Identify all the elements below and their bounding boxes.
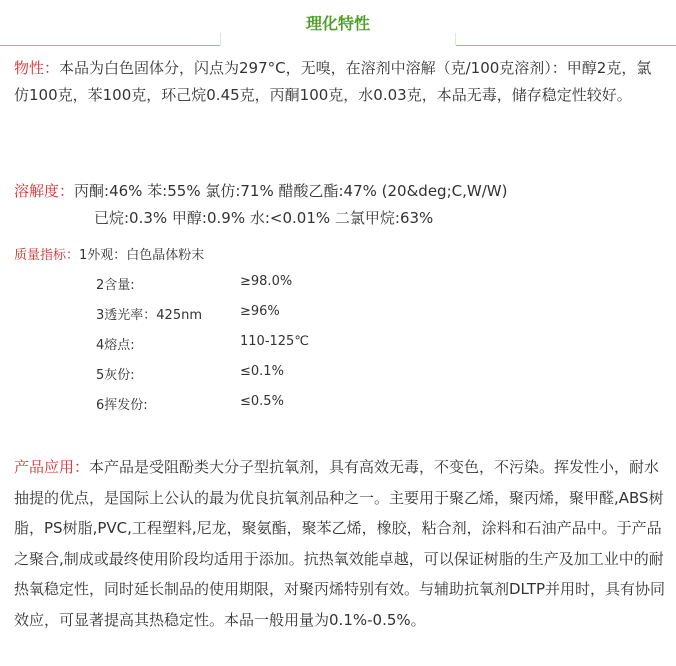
header-title-frame bbox=[220, 33, 456, 45]
quality-item-value: ≤0.5% bbox=[240, 394, 284, 409]
solubility-label: 溶解度： bbox=[14, 182, 75, 200]
header-divider-right bbox=[456, 45, 676, 46]
quality-first-item: 1外观：白色晶体粉末 bbox=[79, 248, 205, 263]
properties-label: 物性： bbox=[14, 59, 60, 77]
quality-item-name: 5灰份: bbox=[96, 368, 135, 383]
solubility-row-2 bbox=[14, 205, 666, 232]
solubility-block bbox=[14, 178, 666, 232]
section-header bbox=[0, 0, 676, 46]
quality-item-name: 4熔点: bbox=[96, 338, 135, 353]
solubility-line-2: 已烷:0.3% 甲醇:0.9% 水:<0.01% 二氯甲烷:63% bbox=[94, 209, 434, 227]
properties-text: 本品为白色固体分，闪点为297°C，无嗅，在溶剂中溶解（克/100克溶剂）：甲醇2克，氯仿100克，苯100克，环己烷0.45克，丙酮100克，水0.03克，本品无毒，储存稳定性较好。 bbox=[14, 59, 652, 104]
quality-item-name: 2含量: bbox=[96, 278, 135, 293]
solubility-row-1 bbox=[14, 178, 666, 205]
section-title: 理化特性 bbox=[305, 14, 370, 33]
quality-label: 质量指标： bbox=[14, 248, 80, 263]
quality-header-row bbox=[14, 244, 204, 263]
application-paragraph bbox=[14, 452, 666, 635]
header-divider-left bbox=[0, 45, 220, 46]
quality-item-name: 6挥发份: bbox=[96, 398, 148, 413]
properties-paragraph bbox=[14, 55, 666, 109]
quality-item-value: 110-125℃ bbox=[240, 334, 309, 349]
quality-item-value: ≤0.1% bbox=[240, 364, 284, 379]
solubility-line-1: 丙酮:46% 苯:55% 氯仿:71% 醋酸乙酯:47% (20&deg;C,W/W) bbox=[74, 182, 508, 200]
application-label: 产品应用： bbox=[14, 458, 90, 476]
quality-item-value: ≥98.0% bbox=[240, 274, 293, 289]
quality-item-value: ≥96% bbox=[240, 304, 280, 319]
application-text: 本产品是受阻酚类大分子型抗氧剂，具有高效无毒，不变色，不污染。挥发性小，耐水抽提的优点，是国际上公认的最为优良抗氧剂品种之一。主要用于聚乙烯，聚丙烯，聚甲醛,ABS树脂，PS树脂,PVC,工程塑料,尼龙，聚氨酯，聚苯乙烯，橡胶，粘合剂，涂料和石油产品中。于产品之聚合,制成或最终使用阶段均适用于添加。抗热氧效能卓越，可以保证树脂的生产及加工业中的耐热氧稳定性，同时延长制品的使用期限，对聚丙烯特别有效。与辅助抗氧剂DLTP并用时，具有协同效应，可显著提高其热稳定性。本品一般用量为0.1%-0.5%。 bbox=[14, 458, 666, 629]
quality-item-name: 3透光率：425nm bbox=[96, 308, 202, 323]
